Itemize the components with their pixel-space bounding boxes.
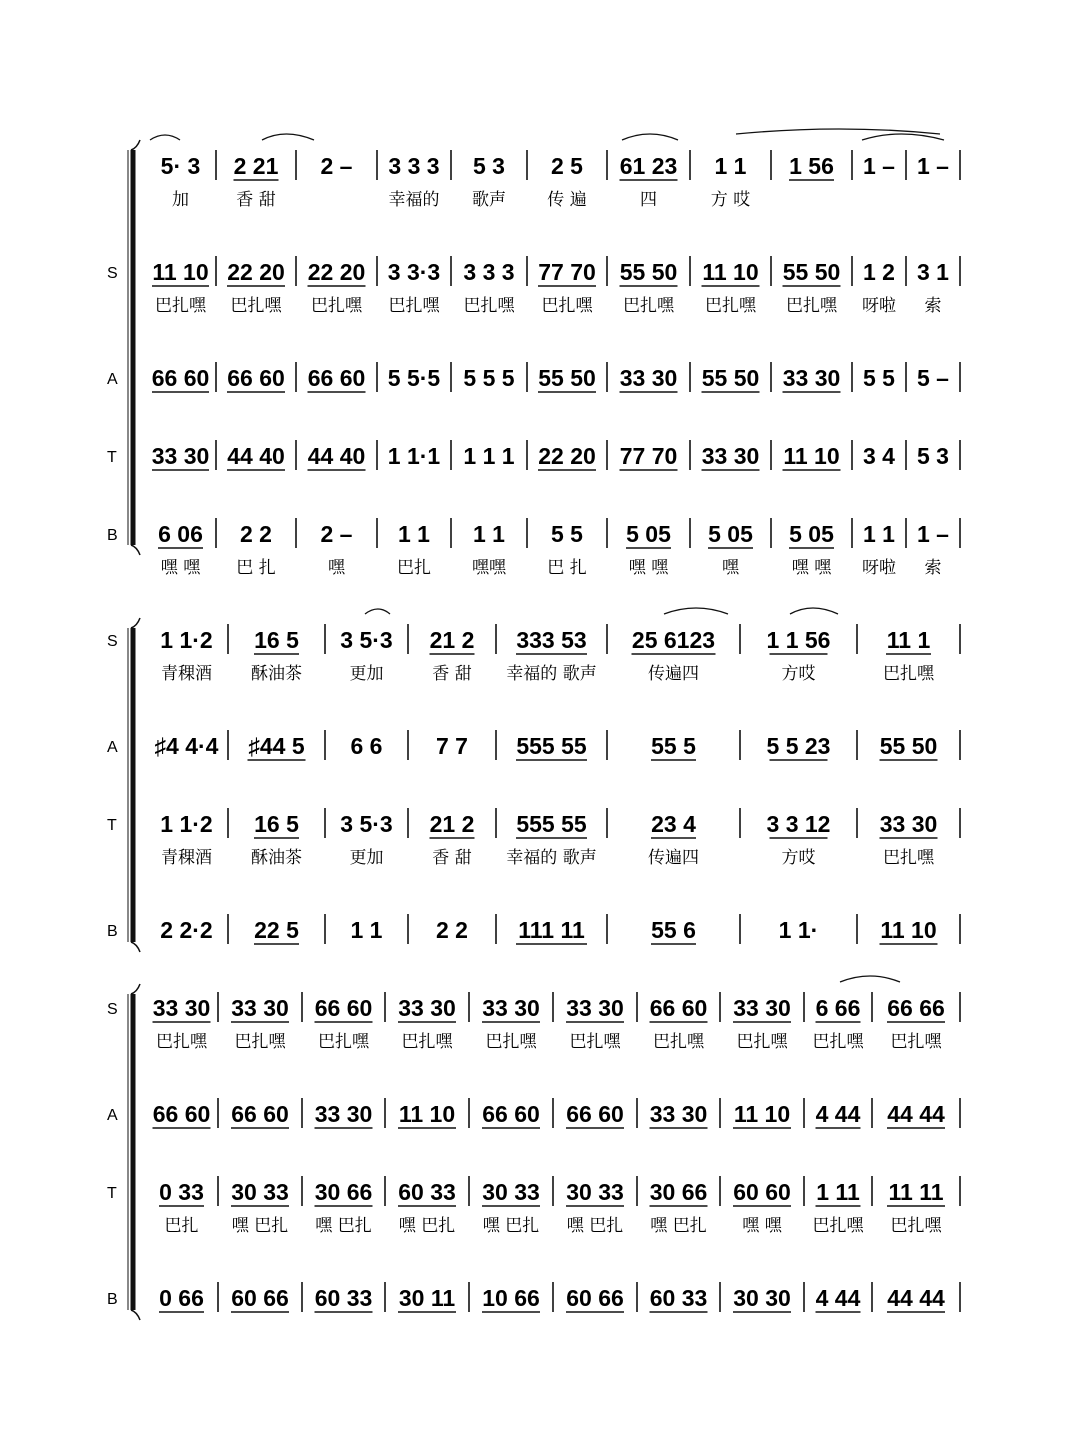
- measure-notes: 33 30: [619, 365, 678, 391]
- system-bracket: [128, 618, 140, 952]
- lyric-text: 嘿 巴扎: [482, 1216, 540, 1236]
- measure-notes: 7 7: [436, 733, 468, 759]
- lyric-text: 青稞酒: [161, 848, 212, 868]
- measure-notes: 6 6: [350, 733, 383, 759]
- system-bracket: [128, 984, 140, 1320]
- measure-notes: 2 –: [320, 521, 353, 547]
- lyric-text: 幸福的: [388, 190, 440, 210]
- measure-notes: 11 10: [880, 917, 937, 943]
- lyric-text: 巴扎嘿: [155, 296, 206, 316]
- measure-notes: 55 50: [701, 365, 760, 391]
- measure-notes: 66 60: [482, 1101, 540, 1127]
- staff-b: [107, 914, 960, 944]
- measure-notes: 55 50: [782, 259, 841, 285]
- measure-notes: 55 50: [538, 365, 596, 391]
- measure-notes: 33 30: [566, 995, 624, 1021]
- part-label: S: [107, 633, 118, 650]
- measure-notes: 30 66: [314, 1179, 373, 1205]
- lyric-text: 巴扎嘿: [736, 1032, 788, 1052]
- lyric-text: 嘿嘿: [472, 558, 506, 578]
- lyric-text: 嘿 嘿: [742, 1216, 782, 1236]
- measure-notes: 22 20: [227, 259, 285, 285]
- measure-notes: 33 30: [782, 365, 841, 391]
- measure-notes: 33 30: [482, 995, 540, 1021]
- measure-notes: 333 53: [516, 627, 587, 653]
- lyric-text: 巴扎嘿: [485, 1032, 537, 1052]
- measure-notes: 16 5: [254, 811, 299, 837]
- measure-notes: 1 –: [863, 153, 895, 179]
- part-label: A: [107, 371, 118, 388]
- measure-notes: 1 56: [789, 153, 834, 179]
- lyric-text: 香 甜: [432, 664, 472, 684]
- staff-s: [107, 624, 960, 684]
- measure-notes: ♯44 5: [248, 733, 305, 759]
- lyric-text: 巴扎嘿: [883, 848, 934, 868]
- lyric-text: 传遍四: [648, 848, 699, 868]
- lyric-text: 呀啦: [862, 296, 896, 316]
- measure-notes: 60 60: [733, 1179, 791, 1205]
- part-label: T: [107, 817, 117, 834]
- measure-notes: 11 10: [702, 259, 759, 285]
- part-label: B: [107, 527, 118, 544]
- lyric-text: 香 甜: [432, 848, 472, 868]
- measure-notes: 60 33: [314, 1285, 373, 1311]
- measure-notes: 44 40: [307, 443, 366, 469]
- lyric-text: 巴扎嘿: [653, 1032, 704, 1052]
- measure-notes: 5 5·5: [387, 365, 441, 391]
- part-label: A: [107, 739, 118, 756]
- measure-notes: 55 50: [879, 733, 938, 759]
- measure-notes: 33 30: [701, 443, 760, 469]
- measure-notes: 66 60: [649, 995, 708, 1021]
- measure-notes: 66 60: [566, 1101, 624, 1127]
- measure-notes: 5 3: [473, 153, 505, 179]
- lyric-text: 呀啦: [862, 558, 896, 578]
- measure-notes: 4 44: [815, 1285, 861, 1311]
- lyric-text: 方哎: [781, 848, 816, 868]
- measure-notes: 1 1 1: [463, 443, 515, 469]
- lyric-text: 巴扎嘿: [401, 1032, 453, 1052]
- measure-notes: 5 5 5: [463, 365, 515, 391]
- lyric-text: 巴扎嘿: [890, 1032, 942, 1052]
- measure-notes: 5 5 23: [766, 733, 831, 759]
- slurs: [840, 976, 900, 982]
- measure-notes: 30 66: [649, 1179, 708, 1205]
- measure-notes: 11 11: [888, 1179, 944, 1205]
- staff-b: [107, 1282, 960, 1312]
- measure-notes: 66 60: [231, 1101, 289, 1127]
- measure-notes: 21 2: [429, 811, 475, 837]
- lyric-text: 酥油茶: [251, 848, 302, 868]
- measure-notes: 33 30: [231, 995, 289, 1021]
- measure-notes: 33 30: [152, 995, 211, 1021]
- measure-notes: 1 1·: [778, 917, 819, 943]
- measure-notes: 2 2: [436, 917, 468, 943]
- measure-notes: 22 5: [254, 917, 299, 943]
- measure-notes: 1 1: [863, 521, 895, 547]
- score-system-1: [107, 129, 960, 578]
- lyric-text: 嘿 巴扎: [650, 1216, 707, 1236]
- staff-t: [107, 808, 960, 868]
- lyric-text: 嘿: [328, 558, 345, 578]
- measure-notes: 44 44: [887, 1101, 945, 1127]
- measure-notes: 44 40: [227, 443, 285, 469]
- lyric-text: 索: [924, 558, 942, 578]
- measure-notes: 1 1·2: [160, 627, 213, 653]
- lyric-text: 索: [924, 296, 942, 316]
- measure-notes: 3 5·3: [340, 811, 393, 837]
- lyric-text: 方 哎: [710, 190, 751, 210]
- lyric-text: 传遍四: [648, 664, 699, 684]
- measure-notes: 1 1·1: [387, 443, 441, 469]
- measure-notes: 11 10: [783, 443, 840, 469]
- measure-notes: 5 –: [917, 365, 949, 391]
- part-label: B: [107, 1291, 118, 1308]
- measure-notes: 66 60: [151, 365, 210, 391]
- lyric-text: 巴扎嘿: [230, 296, 282, 316]
- measure-notes: 66 60: [314, 995, 373, 1021]
- measure-notes: 11 10: [733, 1101, 791, 1127]
- measure-notes: 5 5: [551, 521, 583, 547]
- measure-notes: 16 5: [254, 627, 299, 653]
- measure-notes: 555 55: [516, 811, 587, 837]
- lyric-text: 巴扎嘿: [311, 296, 362, 316]
- measure-notes: 55 50: [619, 259, 678, 285]
- measure-notes: 60 33: [398, 1179, 456, 1205]
- measure-notes: 1 –: [917, 521, 949, 547]
- measure-notes: 55 6: [651, 917, 696, 943]
- lyric-text: 幸福的 歌声: [506, 848, 597, 868]
- staff-t: [107, 1176, 960, 1236]
- measure-notes: 0 33: [159, 1179, 204, 1205]
- measure-notes: 33 30: [649, 1101, 708, 1127]
- staff-t: [107, 440, 960, 470]
- measure-notes: 5· 3: [160, 153, 201, 179]
- part-label: B: [107, 923, 118, 940]
- staff-a: [107, 362, 960, 392]
- measure-notes: 60 66: [566, 1285, 624, 1311]
- lyric-text: 巴扎嘿: [623, 296, 674, 316]
- measure-notes: 3 3 3: [388, 153, 440, 179]
- staff-a: [107, 730, 960, 760]
- lyric-text: 嘿 巴扎: [398, 1216, 456, 1236]
- lyric-text: 传 遍: [547, 190, 587, 210]
- measure-notes: 30 11: [398, 1285, 456, 1311]
- part-label: S: [107, 265, 118, 282]
- lyric-text: 嘿 巴扎: [566, 1216, 624, 1236]
- lyric-text: 更加: [349, 664, 384, 684]
- measure-notes: 4 44: [815, 1101, 861, 1127]
- measure-notes: 1 1: [714, 153, 747, 179]
- measure-notes: 44 44: [887, 1285, 945, 1311]
- measure-notes: 1 1·2: [160, 811, 213, 837]
- measure-notes: ♯4 4·4: [154, 733, 219, 759]
- measure-notes: 1 1: [473, 521, 505, 547]
- measure-notes: 5 5: [863, 365, 895, 391]
- measure-notes: 30 33: [482, 1179, 540, 1205]
- staff-melody: [161, 150, 960, 210]
- measure-notes: 11 10: [398, 1101, 456, 1127]
- lyric-text: 巴扎嘿: [388, 296, 440, 316]
- measure-notes: 3 3·3: [387, 259, 441, 285]
- measure-notes: 6 66: [815, 995, 861, 1021]
- measure-notes: 33 30: [314, 1101, 373, 1127]
- measure-notes: 10 66: [482, 1285, 540, 1311]
- measure-notes: 1 1: [350, 917, 383, 943]
- measure-notes: 2 5: [551, 153, 583, 179]
- measure-notes: 2 21: [233, 153, 279, 179]
- lyric-text: 四: [640, 190, 657, 210]
- measure-notes: 555 55: [516, 733, 587, 759]
- score-system-3: [107, 976, 960, 1320]
- measure-notes: 55 5: [651, 733, 696, 759]
- lyric-text: 更加: [349, 848, 384, 868]
- lyric-text: 嘿 巴扎: [231, 1216, 289, 1236]
- measure-notes: 21 2: [429, 627, 475, 653]
- measure-notes: 33 30: [879, 811, 938, 837]
- lyric-text: 巴 扎: [547, 558, 587, 578]
- lyric-text: 巴扎嘿: [705, 296, 756, 316]
- slurs: [365, 608, 838, 614]
- score-system-2: [107, 608, 960, 952]
- lyric-text: 巴扎嘿: [786, 296, 837, 316]
- lyric-text: 巴扎嘿: [890, 1216, 942, 1236]
- lyric-text: 巴扎嘿: [318, 1032, 369, 1052]
- staff-s: [107, 992, 960, 1052]
- measure-notes: 1 11: [816, 1179, 860, 1205]
- lyric-text: 嘿 嘿: [791, 558, 832, 578]
- lyric-text: 加: [172, 190, 189, 210]
- lyric-text: 巴扎嘿: [541, 296, 593, 316]
- measure-notes: 5 3: [917, 443, 949, 469]
- measure-notes: 33 30: [151, 443, 210, 469]
- measure-notes: 66 66: [887, 995, 945, 1021]
- lyric-text: 幸福的 歌声: [506, 664, 597, 684]
- lyric-text: 巴扎嘿: [234, 1032, 286, 1052]
- measure-notes: 66 60: [152, 1101, 211, 1127]
- measure-notes: 77 70: [619, 443, 678, 469]
- measure-notes: 66 60: [307, 365, 366, 391]
- lyric-text: 嘿 嘿: [628, 558, 669, 578]
- part-label: T: [107, 1185, 117, 1202]
- part-label: T: [107, 449, 117, 466]
- lyric-text: 巴扎嘿: [569, 1032, 621, 1052]
- measure-notes: 5 05: [708, 521, 753, 547]
- lyric-text: 嘿: [722, 558, 739, 578]
- measure-notes: 2 –: [320, 153, 353, 179]
- measure-notes: 22 20: [307, 259, 366, 285]
- staff-a: [107, 1098, 960, 1128]
- measure-notes: 30 33: [231, 1179, 289, 1205]
- measure-notes: 23 4: [651, 811, 696, 837]
- lyric-text: 嘿 巴扎: [315, 1216, 372, 1236]
- lyric-text: 歌声: [472, 190, 506, 210]
- measure-notes: 30 33: [566, 1179, 624, 1205]
- measure-notes: 33 30: [733, 995, 791, 1021]
- measure-notes: 60 66: [231, 1285, 289, 1311]
- measure-notes: 11 1: [886, 627, 931, 653]
- system-bracket: [128, 140, 140, 555]
- lyric-text: 巴扎嘿: [812, 1032, 864, 1052]
- measure-notes: 33 30: [398, 995, 456, 1021]
- part-label: A: [107, 1107, 118, 1124]
- measure-notes: 30 30: [733, 1285, 791, 1311]
- measure-notes: 22 20: [538, 443, 596, 469]
- lyric-text: 酥油茶: [251, 664, 302, 684]
- staff-b: [107, 518, 960, 578]
- measure-notes: 111 11: [518, 917, 585, 943]
- measure-notes: 1 2: [863, 259, 895, 285]
- slurs: [150, 129, 944, 140]
- measure-notes: 2 2: [240, 521, 272, 547]
- measure-notes: 3 4: [863, 443, 895, 469]
- measure-notes: 6 06: [158, 521, 203, 547]
- measure-notes: 3 5·3: [340, 627, 393, 653]
- measure-notes: 5 05: [626, 521, 671, 547]
- measure-notes: 1 –: [917, 153, 949, 179]
- lyric-text: 香 甜: [236, 190, 276, 210]
- lyric-text: 巴扎嘿: [156, 1032, 207, 1052]
- lyric-text: 巴 扎: [236, 558, 276, 578]
- part-label: S: [107, 1001, 118, 1018]
- measure-notes: 3 1: [917, 259, 949, 285]
- measure-notes: 61 23: [619, 153, 678, 179]
- lyric-text: 嘿 嘿: [160, 558, 201, 578]
- measure-notes: 77 70: [538, 259, 596, 285]
- measure-notes: 66 60: [227, 365, 285, 391]
- measure-notes: 5 05: [789, 521, 834, 547]
- staff-s: [107, 256, 960, 316]
- lyric-text: 巴扎: [397, 558, 431, 578]
- measure-notes: 1 1: [398, 521, 430, 547]
- lyric-text: 巴扎嘿: [463, 296, 515, 316]
- lyric-text: 巴扎嘿: [812, 1216, 864, 1236]
- lyric-text: 青稞酒: [161, 664, 212, 684]
- lyric-text: 方哎: [781, 664, 816, 684]
- measure-notes: 2 2·2: [160, 917, 213, 943]
- lyric-text: 巴扎嘿: [883, 664, 934, 684]
- measure-notes: 3 3 3: [463, 259, 515, 285]
- measure-notes: 25 6123: [631, 627, 716, 653]
- lyric-text: 巴扎: [164, 1216, 199, 1236]
- measure-notes: 11 10: [152, 259, 209, 285]
- measure-notes: 0 66: [159, 1285, 204, 1311]
- measure-notes: 60 33: [649, 1285, 708, 1311]
- measure-notes: 1 1 56: [766, 627, 831, 653]
- measure-notes: 3 3 12: [766, 811, 831, 837]
